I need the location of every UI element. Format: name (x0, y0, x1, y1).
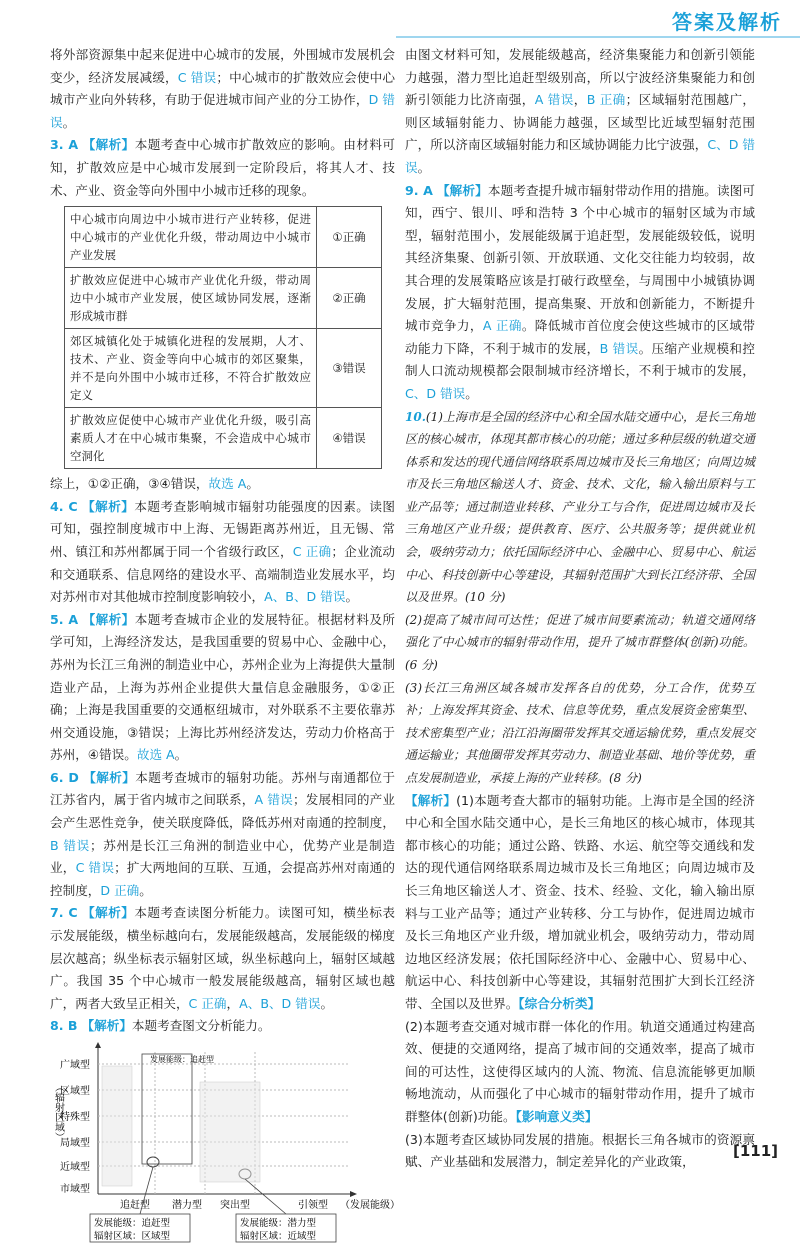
x-axis-title: （发展能级） (340, 1200, 400, 1211)
level-diagram (50, 1042, 400, 1242)
q7: 7. C 【解析】本题考查读图分析能力。读图可知，横坐标表示发展能级，横坐标越向右，发展能级越高，发展能级的梯度层次越高；纵坐标表示辐射区域，纵坐标越向上，辐射区域越广。我国 35 个中心城市一般发展能级越高，辐射区域也越广，两者大致呈正相关，C 正确，A、B、D 错误。 (50, 905, 395, 1011)
y-tick: 特殊型 (60, 1112, 90, 1123)
q10-analysis-3: (3)本题考查区域协同发展的措施。根据长三角各城市的资源禀赋、产业基础和发展潜力，制定差异化的产业政策， (405, 1131, 755, 1170)
y-tick: 广域型 (60, 1060, 90, 1071)
y-axis-title: （辐射区域） (52, 1082, 64, 1142)
table-row: 扩散效应促进中心城市产业优化升级，带动周边中小城市产业发展，使区域协同发展，逐渐形成城市群 ②正确 (65, 268, 382, 329)
q5: 5. A 【解析】本题考查城市企业的发展特征。根据材料及所学可知，上海经济发达，是我国重要的贸易中心、金融中心，苏州为长江三角洲的制造业中心，苏州企业为上海提供大量制造业产品，上海为苏州企业提供大量信息金融服务，①②正确；上海是我国重要的交通枢纽城市，对外联系不主要依靠苏州交通设施，③错误；上海比苏州经济发达，劳动力价格高于苏州，④错误。故选 A。 (50, 611, 396, 763)
q10-answer-2: (2)提高了城市间可达性；促进了城市间要素流动；轨道交通网络强化了中心城市的辐射带动作用，提升了城市群整体(创新)功能。(6 分) (405, 612, 755, 673)
y-tick: 局域型 (60, 1138, 90, 1149)
y-tick: 区域型 (60, 1086, 90, 1097)
table-row: 中心城市向周边中小城市进行产业转移，促进中心城市的产业优化升级，带动周边中小城市产业发展 ①正确 (65, 207, 382, 268)
q10-analysis-1: 【解析】(1)本题考查大都市的辐射功能。上海市是全国的经济中心和全国水陆交通中心，是长三角地区的核心城市，体现其都市核心的功能；通过公路、铁路、水运、航空等交通线和发达的现代通信网络联系周边城市及长三角地区；向周边城市及长三角地区输送人才、资金、技术、经验、文化，输入输出原料与工业产品等；通过产业转移、分工与协作，促进周边城市及长三角地区产业升级，增加就业机会，吸纳劳动力，带动周边地区经济发展；依托国际经济中心、金融中心、贸易中心、航运中心、科技创新中心等建设，其辐射范围扩大到长江经济带、全国以及世界。【综合分析类】 (405, 792, 756, 1011)
svg-text:发展能级：追赶型: 发展能级：追赶型 (94, 1218, 171, 1229)
q3-conclusion: 综上，①②正确，③④错误，故选 A。 (50, 476, 259, 492)
table-row: 郊区城镇化处于城镇化进程的发展期，人才、技术、产业、资金等向中心城市的郊区聚集，并不是向外围中小城市迁移，不符合扩散效应定义 ③错误 (65, 329, 382, 408)
jinan-point (147, 1157, 159, 1167)
table-row: 扩散效应促使中心城市产业优化升级，吸引高素质人才在中心城市集聚，不会造成中心城市空洞化 ④错误 (65, 408, 382, 469)
left-column (50, 44, 400, 1250)
q10-analysis-2: (2)本题考查交通对城市群一体化的作用。轨道交通通过构建高效、便捷的交通网络，提高了城市间的交通效率，提高了城市间的可达性，这使得区域内的人流、物流、信息流能够更加顺畅地流动，从而强化了中心城市的辐射带动作用，提升了城市群整体(创新)功能。【影响意义类】 (405, 1018, 755, 1124)
page-number: [111] (732, 1142, 778, 1160)
svg-text:辐射区域：近域型: 辐射区域：近域型 (240, 1231, 317, 1242)
header-title: 答案及解析 (672, 10, 782, 34)
q10-answer-1: 10.(1)上海市是全国的经济中心和全国水陆交通中心，是长三角地区的核心城市，体现其都市核心的功能；通过多种层级的轨道交通体系和发达的现代通信网络联系周边城市及长三角地区；向周边城市及长三角地区输送人才、资金、技术、文化，输入输出原料与工业产品等；通过制造业转移、产业分工与合作，促进周边城市及长三角地区产业升级；提供教育、医疗、公共服务等；提供就业机会，吸纳劳动力；依托国际经济中心、金融中心、贸易中心、航运中心、科技创新中心等建设，其辐射范围扩大到长江经济带、全国以及世界。(10 分) (405, 409, 755, 605)
q3-table (64, 206, 382, 469)
q10-answer-3: (3)长江三角洲区域各城市发挥各自的优势，分工合作，优势互补；上海发挥其资金、技术、信息等优势，重点发展资金密集型、技术密集型产业；沿江沿海圈带发挥其交通运输优势，重点发展交通运输业；其他圈带发挥其劳动力、制造业基础、地价等优势，重点发展制造业，承接上海的产业转移。(8 分) (405, 680, 755, 785)
y-tick: 近域型 (60, 1162, 90, 1173)
x-arrow (350, 1191, 357, 1197)
header-rule (396, 36, 800, 38)
q9: 9. A 【解析】本题考查提升城市辐射带动作用的措施。读图可知，西宁、银川、呼和浩特 3 个中心城市的辐射区域为市域型，辐射范围小，发展能级属于追赶型，发展能级较低，说明其经济集聚、创新引领、开放联通、文化交往能力均较弱，故其合理的发展策略应该是打破行政壁垒，与周围中小城镇协调发展，扩大辐射范围，提高集聚、开放和创新能力，不断提升城市竞争力，A 正确。降低城市首位度会使这些城市的区域带动能力下降，不利于城市的发展，B 错误。压缩产业规模和控制人口流动规模都会限制城市经济增长，不利于城市的发展，C、D 错误。 (405, 182, 756, 401)
svg-text:辐射区域：区域型: 辐射区域：区域型 (94, 1231, 171, 1242)
q4: 4. C 【解析】本题考查影响城市辐射功能强度的因素。读图可知，强控制度城市中上海、无锡距离苏州近，且无锡、常州、镇江和苏州都属于同一个省级行政区，C 正确；企业流动和交通联系、信息网络的建设水平、高端制造业发展水平，均对苏州市对其他城市控制度影响较小，A、B、D 错误。 (50, 498, 396, 605)
x-tick: 突出型 (220, 1200, 250, 1211)
top-label: 发展能级：追赶型 (150, 1055, 214, 1064)
y-arrow (95, 1042, 101, 1048)
q8-continued: 由图文材料可知，发展能级越高，经济集聚能力和创新引领能力越强，潜力型比追赶型级别高，所以宁波经济集聚能力和创新引领能力比济南强，A 错误，B 正确；区域辐射范围越广，则区域辐射能力、协调能力越强，区域型比近域型辐射范围广，所以济南区域辐射能力和区域协调能力比宁波强，C、D 错误。 (405, 47, 756, 175)
x-tick: 潜力型 (172, 1200, 202, 1211)
q8: 8. B 【解析】本题考查图文分析能力。 (50, 1018, 271, 1034)
x-tick: 追赶型 (120, 1200, 150, 1211)
svg-text:发展能级：潜力型: 发展能级：潜力型 (240, 1218, 317, 1229)
y-tick: 市域型 (60, 1184, 90, 1195)
right-column (405, 44, 755, 1174)
q6: 6. D 【解析】本题考查城市的辐射功能。苏州与南通都位于江苏省内，属于省内城市之间联系，A 错误；发展相同的产业会产生恶性竞争，使关联度降低，降低苏州对南通的控制度，B 错误；苏州是长江三角洲的制造业中心，优势产业是制造业，C 错误；扩大两地间的互联、互通，会提高苏州对南通的控制度，D 正确。 (50, 769, 396, 898)
q2-tail: 将外部资源集中起来促进中心城市的发展，外围城市发展机会变少，经济发展减缓，C 错误；中心城市的扩散效应会使中心城市产业向外转移，有助于促进城市间产业的分工协作，D 错误。 (50, 47, 396, 130)
x-tick: 引领型 (298, 1200, 328, 1211)
q3: 3. A 【解析】本题考查中心城市扩散效应的影响。由材料可知，扩散效应是中心城市发展到一定阶段后，将其人才、技术、产业、资金等向外围中小城市迁移的现象。 (50, 137, 396, 198)
